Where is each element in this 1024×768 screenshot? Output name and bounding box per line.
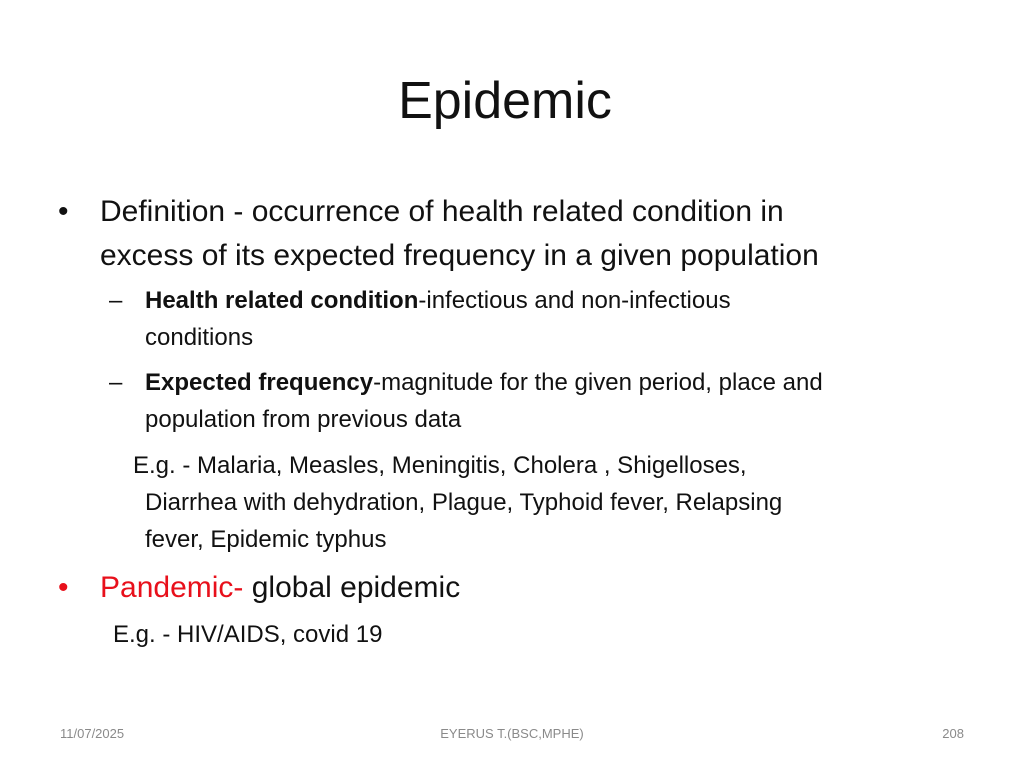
footer-page-number: 208: [942, 726, 964, 741]
pandemic-term: Pandemic-: [100, 571, 244, 604]
sub-point-health-related-condition: [109, 282, 965, 356]
sub-point-desc-line2: population from previous data: [145, 406, 462, 433]
sub-point-term: Expected frequency: [145, 369, 374, 396]
slide-title: Epidemic: [398, 72, 612, 130]
epidemic-examples-line2: Diarrhea with dehydration, Plague, Typhoid fever, Relapsing: [145, 489, 783, 516]
sub-point-desc-line1: -infectious and non-infectious: [418, 287, 731, 314]
footer-author: EYERUS T.(BSC,MPHE): [440, 726, 584, 741]
sub-point-expected-frequency: [109, 364, 965, 438]
definition-text-line1: Definition - occurrence of health related condition in: [100, 195, 784, 228]
epidemic-examples-line1: E.g. - Malaria, Measles, Meningitis, Cholera , Shigelloses,: [133, 452, 747, 479]
dash-icon: –: [109, 369, 123, 396]
footer-date: 11/07/2025: [60, 726, 125, 741]
definition-bullet: [58, 190, 980, 278]
bullet-icon: •: [58, 195, 69, 228]
sub-point-term: Health related condition: [145, 287, 419, 314]
dash-icon: –: [109, 287, 123, 314]
definition-text-line2: excess of its expected frequency in a given population: [100, 239, 819, 272]
epidemic-examples: [133, 447, 945, 558]
pandemic-examples: E.g. - HIV/AIDS, covid 19: [113, 621, 383, 648]
bullet-icon: •: [58, 571, 69, 604]
sub-point-desc-line2: conditions: [145, 324, 254, 351]
pandemic-desc: global epidemic: [243, 571, 461, 604]
epidemic-examples-line3: fever, Epidemic typhus: [145, 526, 387, 553]
pandemic-bullet: [58, 566, 980, 610]
sub-point-desc-line1: -magnitude for the given period, place and: [373, 369, 823, 396]
